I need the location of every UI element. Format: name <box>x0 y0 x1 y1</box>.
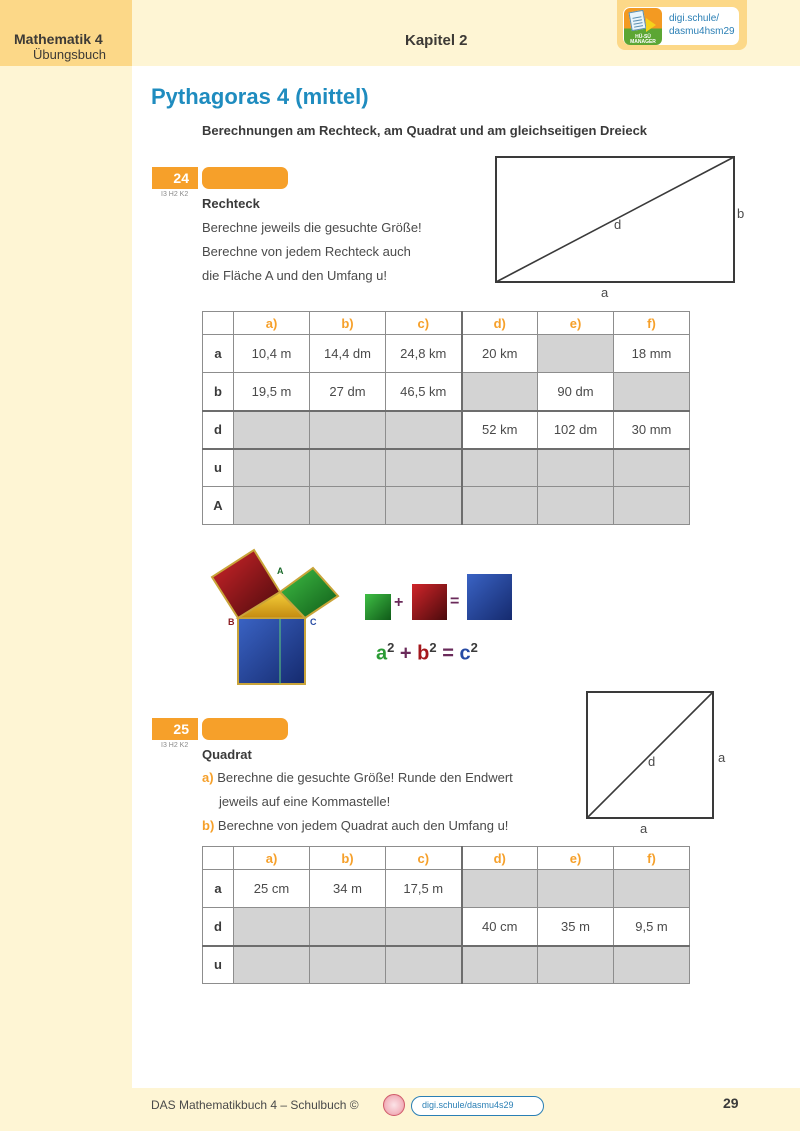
part-a-label: a) <box>202 770 214 785</box>
exercise-heading-rechteck: Rechteck <box>202 196 260 211</box>
column-header: e) <box>538 312 614 335</box>
table-row <box>203 487 690 525</box>
row-label: b <box>203 373 234 411</box>
row-label: a <box>203 870 234 908</box>
answer-cell[interactable] <box>462 946 538 984</box>
row-label: A <box>203 487 234 525</box>
table-cell: 10,4 m <box>234 335 310 373</box>
instruction-line: die Fläche A und den Umfang u! <box>202 268 388 283</box>
instruction-part-a <box>202 766 513 790</box>
answer-cell[interactable] <box>538 946 614 984</box>
table-cell: 27 dm <box>310 373 386 411</box>
exercise-number-25: 25 <box>152 718 198 740</box>
answer-cell[interactable] <box>462 870 538 908</box>
vertex-a-label: A <box>277 566 284 576</box>
formula-exponent: 2 <box>387 640 395 655</box>
vertex-b-label: B <box>228 617 235 627</box>
rectangle-side-a-label: a <box>601 285 609 300</box>
arrow-icon <box>646 18 656 32</box>
table-cell: 17,5 m <box>386 870 462 908</box>
publisher-logo-icon <box>383 1094 405 1116</box>
equals-sign: = <box>450 593 460 610</box>
answer-cell[interactable] <box>386 449 462 487</box>
rectangle-side-b-label: b <box>737 206 745 221</box>
table-row <box>203 449 690 487</box>
exercise-pill-24 <box>202 167 288 189</box>
table-cell: 102 dm <box>538 411 614 449</box>
column-header: b) <box>310 847 386 870</box>
table-row <box>203 335 690 373</box>
column-header: d) <box>462 847 538 870</box>
row-label: d <box>203 908 234 946</box>
left-margin-band <box>0 66 132 1131</box>
table-cell: 24,8 km <box>386 335 462 373</box>
answer-cell[interactable] <box>538 487 614 525</box>
row-label: d <box>203 411 234 449</box>
footer-digi-link[interactable]: digi.schule/dasmu4s29 <box>411 1096 544 1116</box>
answer-cell[interactable] <box>234 908 310 946</box>
table-cell: 19,5 m <box>234 373 310 411</box>
square-side-bottom-label: a <box>640 821 648 836</box>
table-cell: 14,4 dm <box>310 335 386 373</box>
answer-cell[interactable] <box>310 908 386 946</box>
footer-copyright: DAS Mathematikbuch 4 – Schulbuch © <box>151 1098 359 1112</box>
table-cell: 52 km <box>462 411 538 449</box>
answer-cell[interactable] <box>614 373 690 411</box>
book-title: Mathematik 4 <box>14 31 103 47</box>
instruction-line: Berechne jeweils die gesuchte Größe! <box>202 220 422 235</box>
column-header: c) <box>386 847 462 870</box>
answer-cell[interactable] <box>310 411 386 449</box>
column-header: f) <box>614 312 690 335</box>
table-cell: 35 m <box>538 908 614 946</box>
column-header: b) <box>310 312 386 335</box>
answer-cell[interactable] <box>234 946 310 984</box>
answer-cell[interactable] <box>386 946 462 984</box>
formula-exponent: 2 <box>429 640 437 655</box>
vertex-c-label: C <box>310 617 317 627</box>
table-corner <box>203 847 234 870</box>
square-table <box>202 846 690 984</box>
table-cell: 90 dm <box>538 373 614 411</box>
answer-cell[interactable] <box>386 487 462 525</box>
row-label: u <box>203 449 234 487</box>
part-a-text: Berechne die gesuchte Größe! Runde den Endwert <box>217 770 513 785</box>
column-header: a) <box>234 847 310 870</box>
exercise-codes-24: I3 H2 K2 <box>161 191 189 198</box>
answer-cell[interactable] <box>310 487 386 525</box>
table-corner <box>203 312 234 335</box>
formula-equals: = <box>442 642 454 665</box>
page-number: 29 <box>723 1095 739 1111</box>
table-row <box>203 946 690 984</box>
column-header: a) <box>234 312 310 335</box>
table-cell: 30 mm <box>614 411 690 449</box>
answer-cell[interactable] <box>310 946 386 984</box>
document-icon <box>628 10 646 31</box>
column-header: f) <box>614 847 690 870</box>
answer-cell[interactable] <box>614 946 690 984</box>
formula-b: b <box>417 642 430 665</box>
formula-exponent: 2 <box>470 640 478 655</box>
plus-sign: + <box>394 594 404 611</box>
part-a-text-continued: jeweils auf eine Kommastelle! <box>219 794 391 809</box>
answer-cell[interactable] <box>386 411 462 449</box>
answer-cell[interactable] <box>462 449 538 487</box>
answer-cell[interactable] <box>234 449 310 487</box>
column-header: d) <box>462 312 538 335</box>
answer-cell[interactable] <box>538 335 614 373</box>
answer-cell[interactable] <box>234 487 310 525</box>
answer-cell[interactable] <box>614 870 690 908</box>
column-header: e) <box>538 847 614 870</box>
answer-cell[interactable] <box>614 487 690 525</box>
formula-a: a <box>376 642 388 665</box>
row-label: a <box>203 335 234 373</box>
instruction-part-b <box>202 814 513 838</box>
hu-manager-link[interactable] <box>669 12 735 38</box>
answer-cell[interactable] <box>310 449 386 487</box>
column-header: c) <box>386 312 462 335</box>
exercise-pill-25 <box>202 718 288 740</box>
table-cell: 34 m <box>310 870 386 908</box>
table-cell: 9,5 m <box>614 908 690 946</box>
answer-cell[interactable] <box>234 411 310 449</box>
part-b-label: b) <box>202 818 215 833</box>
formula-plus: + <box>399 642 412 665</box>
exercise-heading-quadrat: Quadrat <box>202 747 252 762</box>
chapter-label: Kapitel 2 <box>405 32 468 49</box>
part-b-text: Berechne von jedem Quadrat auch den Umfang u! <box>217 818 509 833</box>
exercise-instructions-24 <box>202 216 422 288</box>
answer-cell[interactable] <box>614 449 690 487</box>
rectangle-table <box>202 311 690 525</box>
row-label: u <box>203 946 234 984</box>
table-row <box>203 908 690 946</box>
answer-cell[interactable] <box>538 449 614 487</box>
hu-manager-caption: HÜ-SÜ MANAGER <box>630 34 656 45</box>
table-cell: 25 cm <box>234 870 310 908</box>
pythagoras-illustration <box>200 540 520 690</box>
exercise-instructions-25 <box>202 766 513 838</box>
table-cell: 20 km <box>462 335 538 373</box>
square-side-right-label: a <box>718 750 726 765</box>
formula-c: c <box>459 642 471 665</box>
hu-manager-icon[interactable] <box>624 8 662 45</box>
answer-cell[interactable] <box>462 487 538 525</box>
table-cell: 40 cm <box>462 908 538 946</box>
table-header-row <box>203 312 690 335</box>
answer-cell[interactable] <box>386 908 462 946</box>
answer-cell[interactable] <box>538 870 614 908</box>
page-subtitle: Berechnungen am Rechteck, am Quadrat und am gleichseitigen Dreieck <box>202 123 648 138</box>
table-cell: 46,5 km <box>386 373 462 411</box>
answer-cell[interactable] <box>462 373 538 411</box>
book-subtitle: Übungsbuch <box>33 47 106 62</box>
exercise-codes-25: I3 H2 K2 <box>161 742 189 749</box>
hu-link-line2: dasmu4hsm29 <box>669 26 735 37</box>
table-header-row <box>203 847 690 870</box>
hu-link-line1: digi.schule/ <box>669 13 720 24</box>
square-diagonal-label: d <box>648 754 656 769</box>
table-cell: 18 mm <box>614 335 690 373</box>
table-row <box>203 373 690 411</box>
rectangle-diagonal-label: d <box>614 217 622 232</box>
instruction-line: Berechne von jedem Rechteck auch <box>202 244 411 259</box>
exercise-number-24: 24 <box>152 167 198 189</box>
pythagoras-formula <box>376 640 478 666</box>
page-title: Pythagoras 4 (mittel) <box>151 84 369 109</box>
table-row <box>203 870 690 908</box>
table-row <box>203 411 690 449</box>
